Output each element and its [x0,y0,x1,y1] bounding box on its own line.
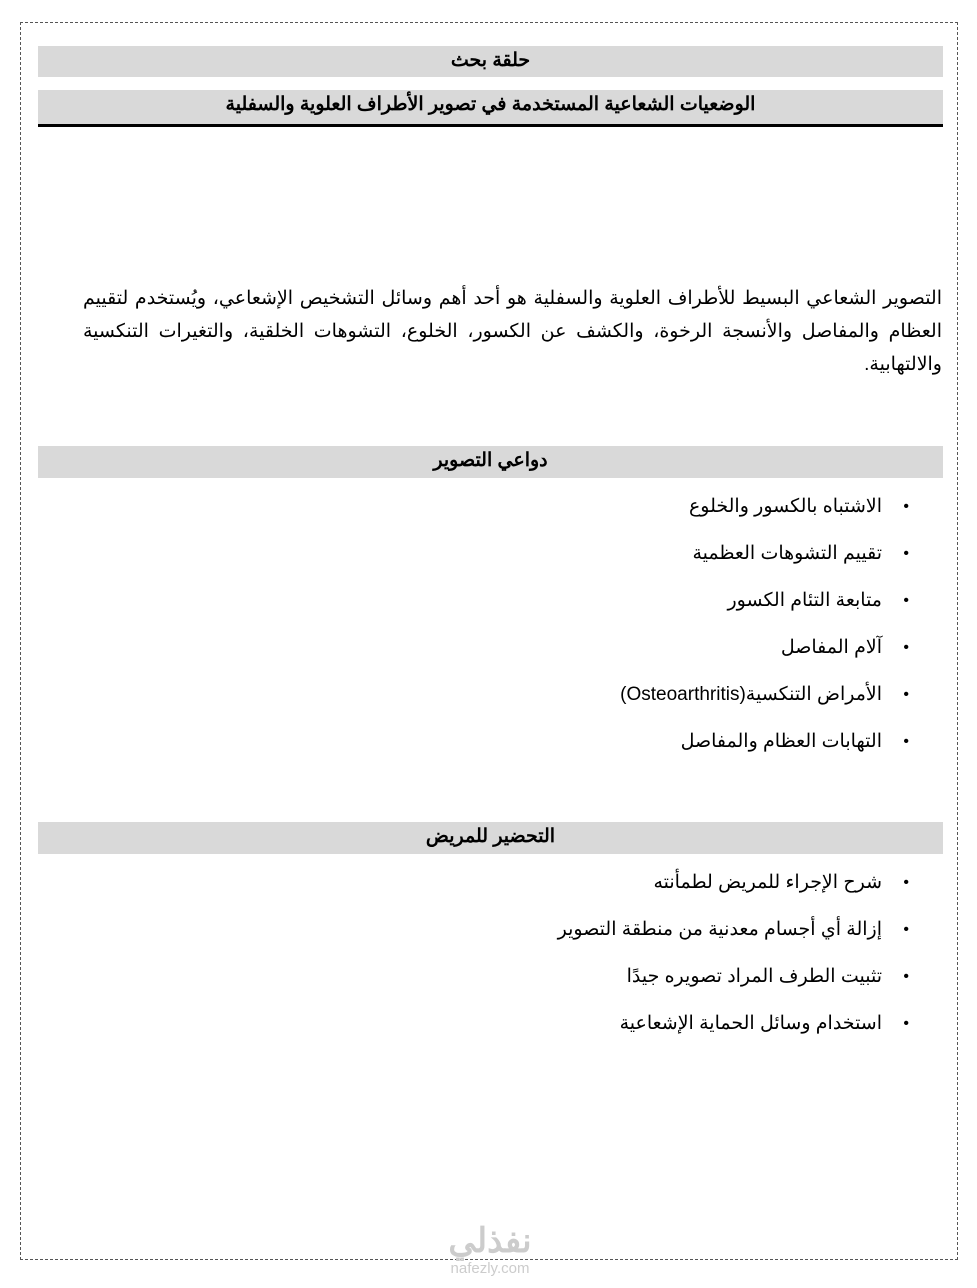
list-item: • الاشتباه بالكسور والخلوع [182,491,882,538]
bullet-icon: • [903,733,909,750]
list-item: • تثبيت الطرف المراد تصويره جيدًا [182,961,882,1008]
list-item: • الأمراض التنكسية(Osteoarthritis) [182,679,882,726]
section-heading-indications: دواعي التصوير [38,446,943,478]
list-item: • التهابات العظام والمفاصل [182,726,882,773]
list-item: • تقييم التشوهات العظمية [182,538,882,585]
bullet-icon: • [903,639,909,656]
bullet-icon: • [903,874,909,891]
section-heading-preparation: التحضير للمريض [38,822,943,854]
document-title: حلقة بحث [38,46,943,77]
list-item: • إزالة أي أجسام معدنية من منطقة التصوير [182,914,882,961]
bullet-icon: • [903,545,909,562]
document-subtitle: الوضعيات الشعاعية المستخدمة في تصوير الأطراف العلوية والسفلية [38,90,943,127]
bullet-icon: • [903,968,909,985]
intro-paragraph: التصوير الشعاعي البسيط للأطراف العلوية والسفلية هو أحد أهم وسائل التشخيص الإشعاعي، ويُستخدم لتقييم العظام والمفاصل والأنسجة الرخوة، والكشف عن الكسور، الخلوع، التشوهات الخلقية، والتغيرات التنكسية والالتهابية. [83,288,942,375]
list-item: • استخدام وسائل الحماية الإشعاعية [182,1008,882,1055]
bullet-icon: • [903,921,909,938]
indications-list [182,491,909,773]
list-item: • شرح الإجراء للمريض لطمأنته [182,867,882,914]
list-item: • متابعة التئام الكسور [182,585,882,632]
list-item: • آلام المفاصل [182,632,882,679]
preparation-list [182,867,909,1055]
bullet-icon: • [903,1015,909,1032]
bullet-icon: • [903,686,909,703]
bullet-icon: • [903,498,909,515]
watermark-logo: نفذلي nafezly.com [448,1222,532,1277]
bullet-icon: • [903,592,909,609]
